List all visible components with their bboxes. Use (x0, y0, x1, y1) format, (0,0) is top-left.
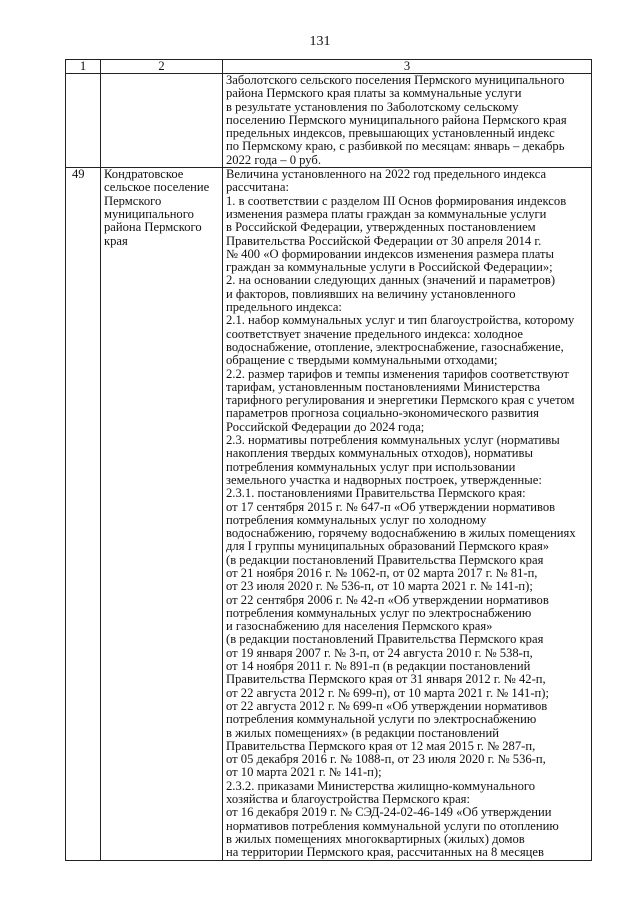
text-line: от 22 августа 2012 г. № 699-п «Об утверждении нормативов (226, 698, 548, 713)
text-line: поселению Пермского муниципального района Пермского края (226, 112, 567, 127)
table-row-continuation (66, 74, 592, 168)
column-header-3: 3 (223, 60, 592, 74)
text-line: параметров прогноза социально-экономического развития (226, 406, 539, 421)
text-line: Заболотского сельского поселения Пермского муниципального (226, 73, 565, 87)
text-line: от 22 августа 2012 г. № 699-п), от 10 марта 2021 г. № 141-п); (226, 685, 549, 700)
text-line: по Пермскому краю, с разбивкой по месяцам: январь – декабрь (226, 139, 565, 154)
row-number-cell (66, 74, 101, 168)
text-line: обращение с твердыми коммунальными отходами; (226, 353, 498, 368)
text-line: Пермского (104, 193, 162, 208)
text-line: для I группы муниципальных образований Пермского края» (226, 539, 550, 554)
text-line: хозяйства и благоустройства Пермского края: (226, 792, 470, 807)
row-number-cell: 49 (66, 168, 101, 860)
description-text (226, 168, 588, 859)
text-line: предельных индексов, превышающих установленный индекс (226, 126, 555, 141)
text-line: 2.2. размер тарифов и темпы изменения тарифов соответствуют (226, 366, 569, 381)
text-line: водоснабжение, отопление, электроснабжение, газоснабжение, (226, 339, 564, 354)
text-line: водоснабжению, горячему водоснабжению в жилых помещениях (226, 526, 576, 541)
text-line: нормативов потребления коммунальной услуги по отоплению (226, 818, 559, 833)
text-line: потребления коммунальных услуг по электроснабжению (226, 605, 532, 620)
text-line: сельское поселение (104, 180, 210, 195)
text-line: в результате установления по Заболотскому сельскому (226, 99, 519, 114)
text-line: 2.3.1. постановлениями Правительства Пермского края: (226, 486, 526, 501)
text-line: (в редакции постановлений Правительства Пермского края (226, 632, 544, 647)
text-line: и газоснабжению для населения Пермского края» (226, 619, 493, 634)
text-line: Кондратовское (104, 167, 184, 182)
text-line: от 19 января 2007 г. № 3-п, от 24 августа 2010 г. № 538-п, (226, 645, 533, 660)
text-line: соответствует значение предельного индекса: холодное (226, 326, 523, 341)
text-line: № 400 «О формировании индексов изменения размера платы (226, 246, 554, 261)
text-line: 2.3.2. приказами Министерства жилищно-коммунального (226, 778, 536, 793)
text-line: потребления коммунальной услуги по электроснабжению (226, 712, 537, 727)
text-line: Российской Федерации до 2024 года; (226, 419, 425, 434)
text-line: 2.3. нормативы потребления коммунальных услуг (нормативы (226, 433, 560, 448)
text-line: тарифам, установленным постановлениями Министерства (226, 379, 541, 394)
text-line: в жилых помещениях многоквартирных (жилых) домов (226, 831, 525, 846)
column-header-2: 2 (101, 60, 223, 74)
text-line: Величина установленного на 2022 год предельного индекса (226, 167, 547, 182)
text-line: 1. в соответствии с разделом III Основ формирования индексов (226, 193, 567, 208)
table-header-row (66, 60, 592, 74)
text-line: 2022 года – 0 руб. (226, 152, 321, 167)
text-line: от 05 декабря 2016 г. № 1088-п, от 23 июля 2020 г. № 536-п, (226, 752, 546, 767)
text-line: изменения размера платы граждан за коммунальные услуги (226, 206, 547, 221)
text-line: 2.1. набор коммунальных услуг и тип благоустройства, которому (226, 313, 575, 328)
text-line: от 17 сентября 2015 г. № 647-п «Об утверждении нормативов (226, 499, 556, 514)
text-line: потребления коммунальных услуг при использовании (226, 459, 516, 474)
description-cell (223, 74, 592, 168)
text-line: (в редакции постановлений Правительства Пермского края (226, 552, 544, 567)
text-line: предельного индекса: (226, 300, 342, 315)
text-line: в жилых помещениях» (в редакции постановлений (226, 725, 499, 740)
text-line: от 21 ноября 2016 г. № 1062-п, от 02 марта 2017 г. № 81-п, (226, 565, 538, 580)
page-number: 131 (309, 34, 331, 49)
text-line: района Пермского края платы за коммунальные услуги (226, 86, 522, 101)
text-line: от 16 декабря 2019 г. № СЭД-24-02-46-149 «Об утверждении (226, 805, 552, 820)
indices-table (65, 59, 592, 861)
text-line: от 14 ноября 2011 г. № 891-п (в редакции постановлений (226, 659, 531, 674)
text-line: от 10 марта 2021 г. № 141-п); (226, 765, 382, 780)
text-line: на территории Пермского края, рассчитанных на 8 месяцев (226, 845, 544, 860)
text-line: накопления твердых коммунальных отходов), нормативы (226, 446, 533, 461)
municipality-cell (101, 168, 223, 860)
text-line: Правительства Пермского края от 31 января 2012 г. № 42-п, (226, 672, 546, 687)
table-row-49 (66, 168, 592, 860)
text-line: от 23 июля 2020 г. № 536-п, от 10 марта 2021 г. № 141-п); (226, 579, 533, 594)
text-line: в Российской Федерации, утвержденных постановлением (226, 220, 536, 235)
column-header-1: 1 (66, 60, 101, 74)
text-line: земельного участка и надворных построек, утвержденные: (226, 472, 542, 487)
text-line: Правительства Пермского края от 12 мая 2015 г. № 287-п, (226, 738, 536, 753)
text-line: муниципального (104, 206, 194, 221)
text-line: Правительства Российской Федерации от 30 апреля 2014 г. (226, 233, 542, 248)
text-line: 2. на основании следующих данных (значений и параметров) (226, 273, 556, 288)
description-text (226, 74, 588, 167)
text-line: от 22 сентября 2006 г. № 42-п «Об утверждении нормативов (226, 592, 549, 607)
text-line: края (104, 233, 128, 248)
text-line: района Пермского (104, 220, 202, 235)
text-line: рассчитана: (226, 180, 289, 195)
text-line: граждан за коммунальные услуги в Российской Федерации»; (226, 260, 553, 275)
text-line: и факторов, повлиявших на величину установленного (226, 286, 516, 301)
municipality-name (104, 168, 219, 248)
description-cell (223, 168, 592, 860)
municipality-cell (101, 74, 223, 168)
text-line: потребления коммунальных услуг по холодному (226, 512, 487, 527)
text-line: тарифного регулирования и энергетики Пермского края с учетом (226, 393, 575, 408)
